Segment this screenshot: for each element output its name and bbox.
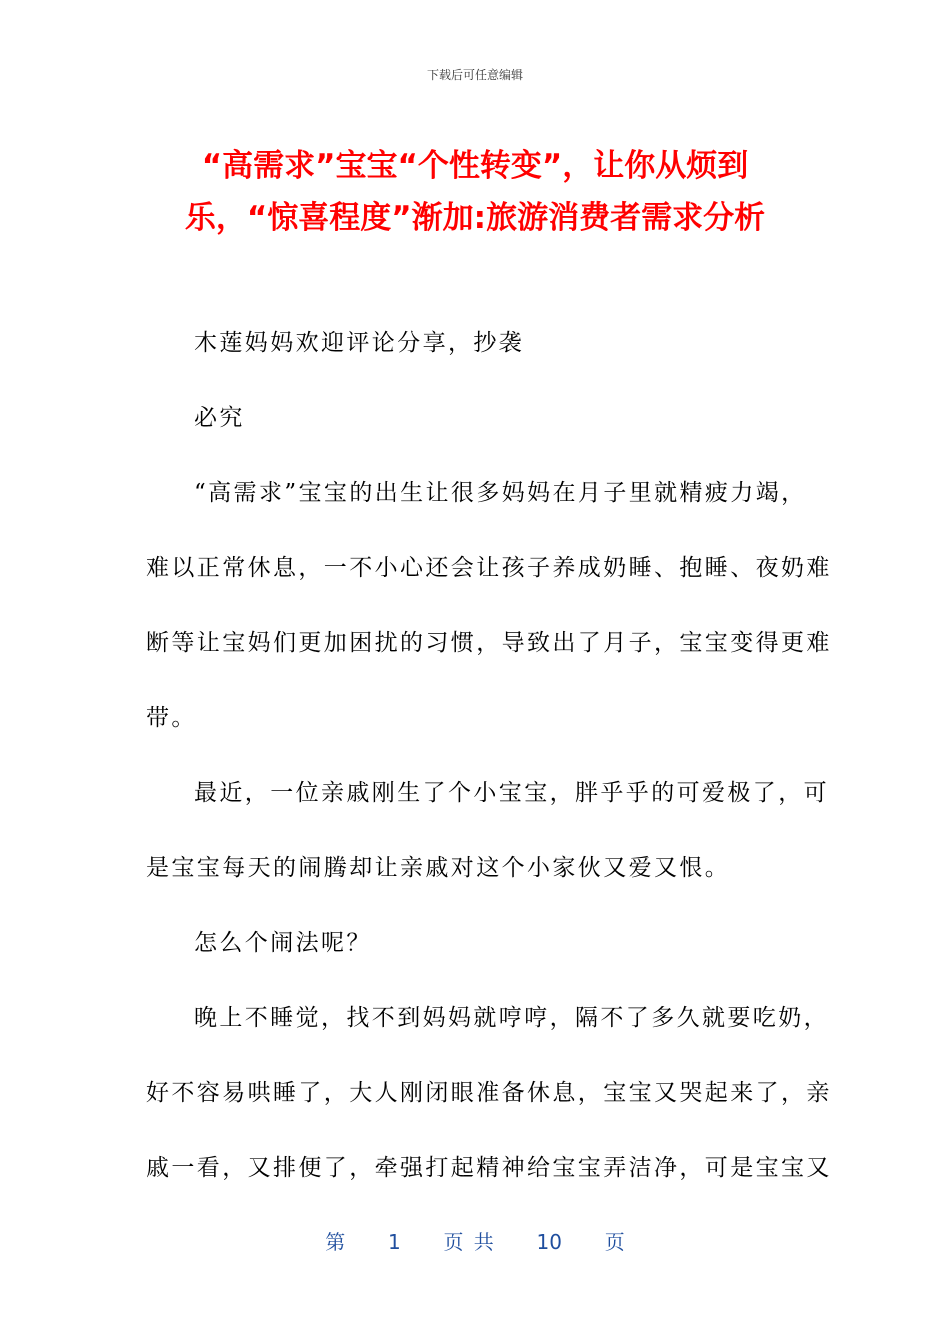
body-line-4: 难以正常休息，一不小心还会让孩子养成奶睡、抱睡、夜奶难 [146, 555, 832, 581]
footer-suffix: 页 [604, 1230, 625, 1254]
body-line-8: 是宝宝每天的闹腾却让亲戚对这个小家伙又爱又恨。 [146, 855, 731, 881]
body-line-2: 必究 [194, 405, 245, 431]
body-line-5: 断等让宝妈们更加困扰的习惯，导致出了月子，宝宝变得更难 [146, 630, 832, 656]
footer-total-pages: 10 [536, 1230, 562, 1254]
title-line-2: 乐，“惊喜程度”渐加:旅游消费者需求分析 [184, 200, 766, 236]
body-line-3: “高需求”宝宝的出生让很多妈妈在月子里就精疲力竭， [194, 480, 807, 506]
body-line-9: 怎么个闹法呢？ [194, 930, 372, 956]
footer-prefix: 第 [325, 1230, 346, 1254]
header-note: 下载后可任意编辑 [426, 68, 523, 82]
body-line-12: 戚一看，又排便了，牵强打起精神给宝宝弄洁净，可是宝宝又 [146, 1155, 832, 1181]
footer-middle: 页 共 [443, 1230, 494, 1254]
body-line-7: 最近，一位亲戚刚生了个小宝宝，胖乎乎的可爱极了，可 [194, 780, 829, 806]
document-title [140, 140, 810, 244]
body-line-6: 带。 [146, 705, 197, 731]
body-line-1: 木莲妈妈欢迎评论分享，抄袭 [194, 330, 525, 356]
body-line-11: 好不容易哄睡了，大人刚闭眼准备休息，宝宝又哭起来了，亲 [146, 1080, 832, 1106]
body-line-10: 晚上不睡觉，找不到妈妈就哼哼，隔不了多久就要吃奶， [194, 1005, 829, 1031]
title-line-1: “高需求”宝宝“个性转变”，让你从烦到 [201, 148, 749, 184]
footer-page-number: 1 [388, 1230, 401, 1254]
page-footer [0, 1226, 950, 1255]
